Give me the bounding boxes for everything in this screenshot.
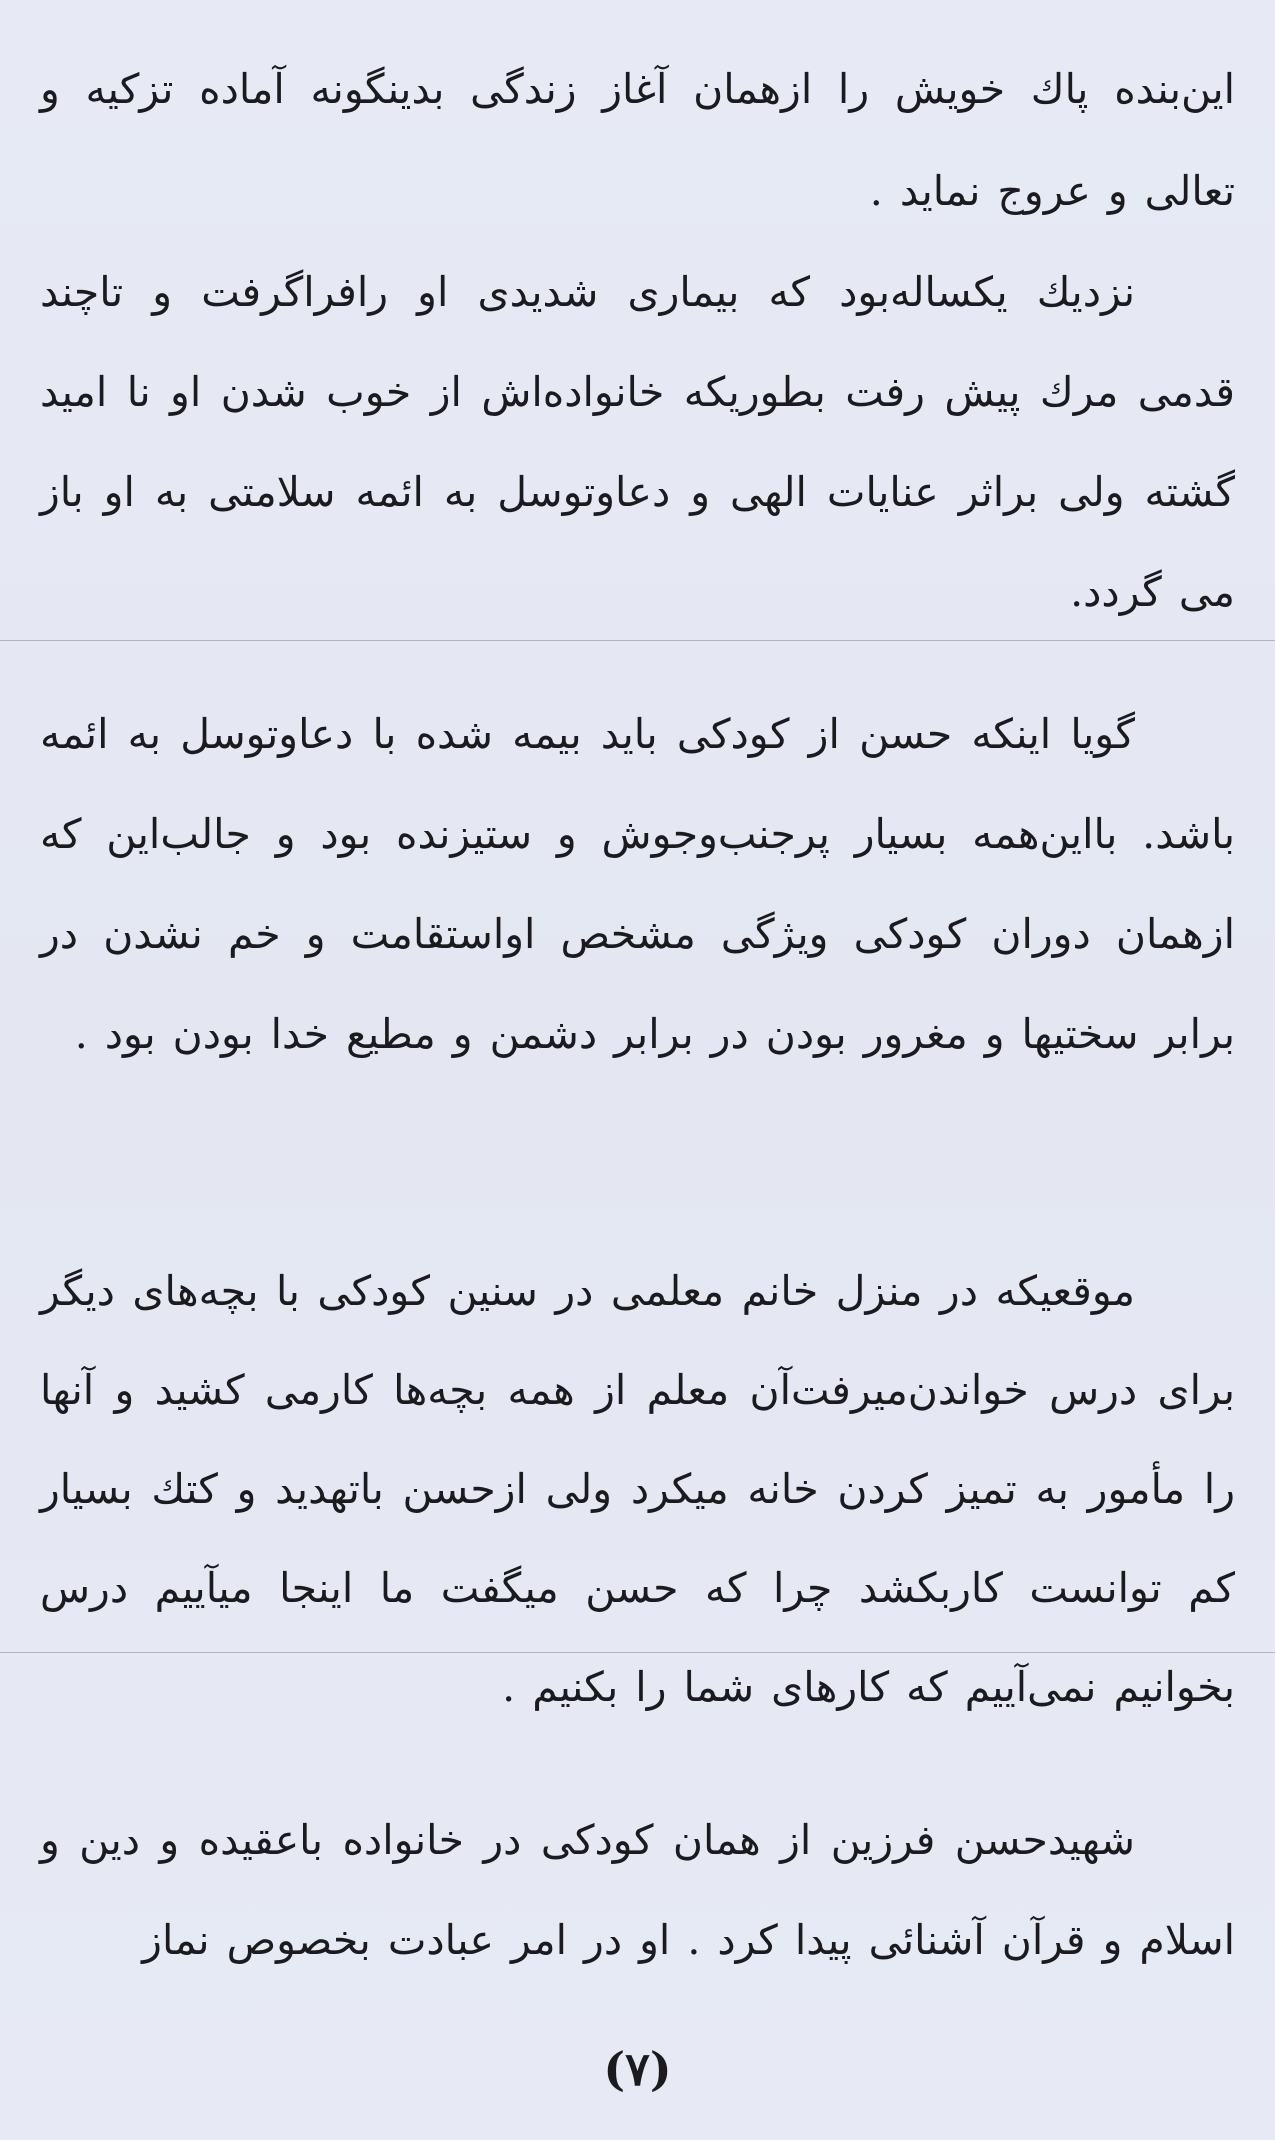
- paragraph-4: [40, 1242, 1235, 1737]
- paragraph-3: [40, 684, 1235, 1084]
- paragraph-text: نزدیك یکساله‌بود که بیماری شدیدی او رافراگرفت و تاچند قدمی مرك پیش رفت بطوریکه خانواده‌اش از خوب شدن او نا امید گشته ولی براثر عنایات الهی و دعاوتوسل به ائمه سلامتی به او باز می گردد.: [40, 268, 1235, 616]
- paragraph-text: این‌بنده پاك خویش را ازهمان آغاز زندگی بدینگونه آماده تزکیه و تعالی و عروج نماید .: [40, 65, 1235, 215]
- paragraph-text: شهیدحسن فرزین از همان کودکی در خانواده باعقیده و دین و اسلام و قرآن آشنائی پیدا کرد . او در امر عبادت بخصوص نماز: [40, 1816, 1235, 1964]
- paragraph-text: گویا اینکه حسن از کودکی باید بیمه شده با دعاوتوسل به ائمه باشد. بااین‌همه بسیار پرجنب‌وجوش و ستیزنده بود و جالب‌این که ازهمان دوران کودکی ویژگی مشخص اواستقامت و خم نشدن در برابر سختیها و مغرور بودن در برابر دشمن و مطیع خدا بودن بود .: [40, 710, 1235, 1058]
- paragraph-1: [40, 38, 1235, 242]
- page-number: (۷): [603, 2042, 672, 2096]
- paragraph-5: [40, 1790, 1235, 1990]
- paragraph-2: [40, 242, 1235, 642]
- paragraph-text: موقعیکه در منزل خانم معلمی در سنین کودکی با بچه‌های دیگر برای درس خواندن‌میرفت‌آن معلم از همه بچه‌ها کارمی کشید و آنها را مأمور به تمیز کردن خانه میکرد ولی ازحسن باتهدید و کتك بسیار کم توانست کاربکشد چرا که حسن میگفت ما اینجا میآییم درس بخوانیم نمی‌آییم که کارهای شما را بکنیم .: [40, 1267, 1235, 1711]
